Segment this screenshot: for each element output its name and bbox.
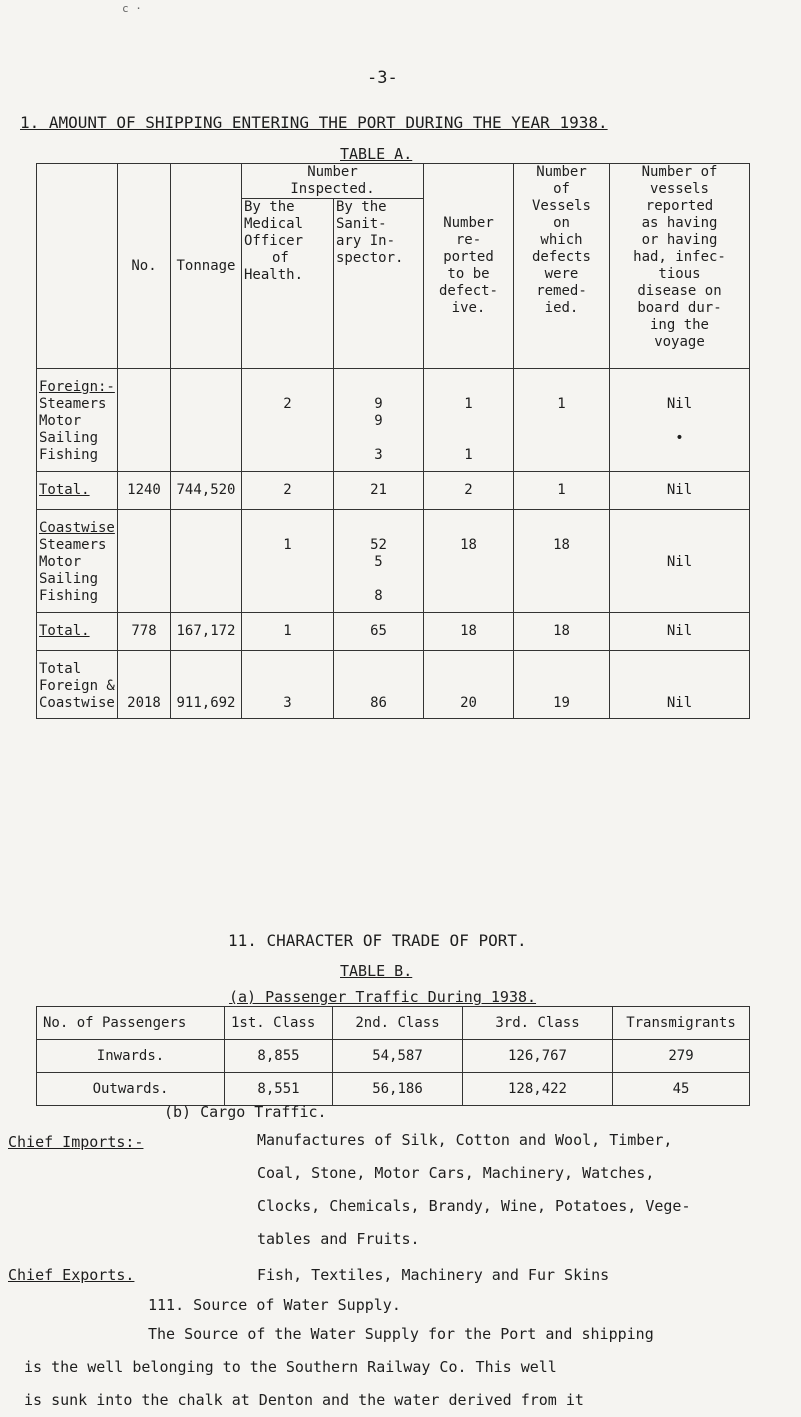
cell <box>514 369 610 472</box>
total-tonnage: 744,520 <box>171 472 242 510</box>
cell: 56,186 <box>333 1073 463 1106</box>
chief-imports-label: Chief Imports:- <box>8 1133 144 1151</box>
grand-total-infectious: Nil <box>610 651 750 719</box>
cell: 54,587 <box>333 1040 463 1073</box>
header-by-sanitary <box>334 199 424 369</box>
imports-line: Manufactures of Silk, Cotton and Wool, Timber, <box>257 1131 673 1149</box>
header-line: ary In- <box>336 233 396 249</box>
value: 9 <box>374 413 383 429</box>
header-line: Number of <box>641 164 718 180</box>
value: 5 <box>374 554 383 570</box>
cell <box>424 510 514 613</box>
water-line: The Source of the Water Supply for the Port and shipping <box>148 1325 654 1343</box>
cell: 8,855 <box>225 1040 333 1073</box>
category: Fishing <box>39 588 99 604</box>
grand-total-defective: 20 <box>424 651 514 719</box>
group-label: Coastwise <box>39 520 115 536</box>
total-label: Total. <box>37 472 118 510</box>
total-moh: 1 <box>242 613 334 651</box>
imports-line: tables and Fruits. <box>257 1230 420 1248</box>
header: Transmigrants <box>613 1007 750 1040</box>
value: 8 <box>374 588 383 604</box>
header-line: By the <box>244 199 295 215</box>
header-line: spector. <box>336 250 404 266</box>
header-line: ive. <box>451 300 486 316</box>
category: Motor <box>39 554 82 570</box>
cell: 45 <box>613 1073 750 1106</box>
header-line: to be <box>447 266 490 282</box>
header-line: Officer <box>244 233 304 249</box>
header-line: tious <box>658 266 701 282</box>
value <box>612 537 747 554</box>
table-a-caption: TABLE A. <box>340 145 413 163</box>
cargo-heading: (b) Cargo Traffic. <box>164 1103 327 1121</box>
header-by-moh <box>242 199 334 369</box>
group-label: Foreign:- <box>39 379 115 395</box>
label-line: Foreign & <box>39 678 115 694</box>
total-defective: 18 <box>424 613 514 651</box>
row-label: Inwards. <box>37 1040 225 1073</box>
value: Nil <box>666 396 693 412</box>
section1-title: 1. AMOUNT OF SHIPPING ENTERING THE PORT DURING THE YEAR 1938. <box>20 113 608 132</box>
header: No. of Passengers <box>37 1007 225 1040</box>
cell <box>242 369 334 472</box>
imports-line: Clocks, Chemicals, Brandy, Wine, Potatoes, Vege- <box>257 1197 691 1215</box>
header-line: reported <box>645 198 714 214</box>
total-defective: 2 <box>424 472 514 510</box>
total-tonnage: 167,172 <box>171 613 242 651</box>
header-category <box>37 164 118 369</box>
header-line: By the <box>336 199 387 215</box>
cell: 126,767 <box>463 1040 613 1073</box>
cell <box>171 369 242 472</box>
imports-line: Coal, Stone, Motor Cars, Machinery, Watches, <box>257 1164 655 1182</box>
label-line: Total <box>39 661 82 677</box>
cell <box>610 510 750 613</box>
coastwise-categories <box>37 510 118 613</box>
cell <box>171 510 242 613</box>
header-line: as having <box>641 215 718 231</box>
cell <box>334 510 424 613</box>
category: Sailing <box>39 430 99 446</box>
value: 1 <box>464 447 473 463</box>
grand-total-label <box>37 651 118 719</box>
section2-title: 11. CHARACTER OF TRADE OF PORT. <box>228 931 527 950</box>
header-line: defect- <box>438 283 498 299</box>
header-line: Health. <box>244 267 304 283</box>
header-line: disease on <box>637 283 722 299</box>
value: Nil <box>666 554 693 570</box>
value <box>612 413 747 430</box>
foreign-categories <box>37 369 118 472</box>
total-moh: 2 <box>242 472 334 510</box>
value <box>426 430 511 447</box>
grand-total-moh: 3 <box>242 651 334 719</box>
category: Fishing <box>39 447 99 463</box>
header: 1st. Class <box>225 1007 333 1040</box>
total-infectious: Nil <box>610 472 750 510</box>
section3-title: 111. Source of Water Supply. <box>148 1296 401 1314</box>
value <box>336 571 421 588</box>
header-line: Number <box>443 215 494 231</box>
total-label: Total. <box>37 613 118 651</box>
header-line: voyage <box>654 334 705 350</box>
header-line: were <box>544 266 579 282</box>
water-supply-text <box>24 1318 654 1417</box>
chief-imports-text <box>257 1124 690 1256</box>
table-b <box>36 1006 750 1106</box>
grand-total-remedied: 19 <box>514 651 610 719</box>
corner-mark: c · <box>122 2 142 15</box>
header-line: defects <box>531 249 591 265</box>
header-remedied <box>514 164 610 369</box>
header-line: of <box>272 250 289 266</box>
header-line: Sanit- <box>336 216 387 232</box>
page-number: -3- <box>367 68 398 88</box>
value: 3 <box>374 447 383 463</box>
table-b-caption: TABLE B. <box>340 962 413 980</box>
cell <box>118 510 171 613</box>
total-remedied: 18 <box>514 613 610 651</box>
header-line: Vessels <box>531 198 591 214</box>
cell <box>514 510 610 613</box>
category: Sailing <box>39 571 99 587</box>
cell <box>242 510 334 613</box>
header: 3rd. Class <box>463 1007 613 1040</box>
total-sanitary: 21 <box>334 472 424 510</box>
category: Steamers <box>39 537 107 553</box>
passenger-heading: (a) Passenger Traffic During 1938. <box>229 988 537 1006</box>
cell <box>334 369 424 472</box>
header-line: or having <box>641 232 718 248</box>
total-sanitary: 65 <box>334 613 424 651</box>
value: 2 <box>283 396 292 412</box>
value: 18 <box>460 537 477 553</box>
header-defective <box>424 164 514 369</box>
header-line: had, infec- <box>633 249 726 265</box>
header-inspected-label: Number Inspected. <box>290 164 375 197</box>
value: 18 <box>553 537 570 553</box>
header-tonnage: Tonnage <box>171 164 242 369</box>
header-line: board dur- <box>637 300 722 316</box>
header-line: re- <box>455 232 482 248</box>
value: 1 <box>557 396 566 412</box>
total-remedied: 1 <box>514 472 610 510</box>
total-infectious: Nil <box>610 613 750 651</box>
header-line: of <box>553 181 570 197</box>
chief-exports-text: Fish, Textiles, Machinery and Fur Skins <box>257 1266 610 1284</box>
value: 1 <box>464 396 473 412</box>
total-no: 778 <box>118 613 171 651</box>
value: 9 <box>374 396 383 412</box>
cell: 8,551 <box>225 1073 333 1106</box>
header-line: ing the <box>649 317 709 333</box>
header: 2nd. Class <box>333 1007 463 1040</box>
value: • <box>675 430 684 446</box>
header-line: vessels <box>649 181 709 197</box>
cell: 279 <box>613 1040 750 1073</box>
grand-total-sanitary: 86 <box>334 651 424 719</box>
value <box>336 430 421 447</box>
row-label: Outwards. <box>37 1073 225 1106</box>
category: Steamers <box>39 396 107 412</box>
category: Motor <box>39 413 82 429</box>
header-line: ied. <box>544 300 579 316</box>
header-line: ported <box>443 249 494 265</box>
cell: 128,422 <box>463 1073 613 1106</box>
grand-total-no: 2018 <box>118 651 171 719</box>
header-line: Medical <box>244 216 304 232</box>
header-line: on <box>553 215 570 231</box>
table-a <box>36 163 750 719</box>
header-line: remed- <box>536 283 587 299</box>
cell <box>610 369 750 472</box>
header-infectious <box>610 164 750 369</box>
cell <box>118 369 171 472</box>
label-line: Coastwise <box>39 695 115 711</box>
water-line: is the well belonging to the Southern Railway Co. This well <box>24 1358 557 1376</box>
value: 52 <box>370 537 387 553</box>
total-no: 1240 <box>118 472 171 510</box>
value: 1 <box>283 537 292 553</box>
chief-exports-label: Chief Exports. <box>8 1266 135 1284</box>
header-no: No. <box>118 164 171 369</box>
header-line: Number <box>536 164 587 180</box>
water-line: is sunk into the chalk at Denton and the water derived from it <box>24 1391 584 1409</box>
value <box>426 413 511 430</box>
cell <box>424 369 514 472</box>
header-inspected <box>242 164 424 199</box>
header-line: which <box>540 232 583 248</box>
grand-total-tonnage: 911,692 <box>171 651 242 719</box>
